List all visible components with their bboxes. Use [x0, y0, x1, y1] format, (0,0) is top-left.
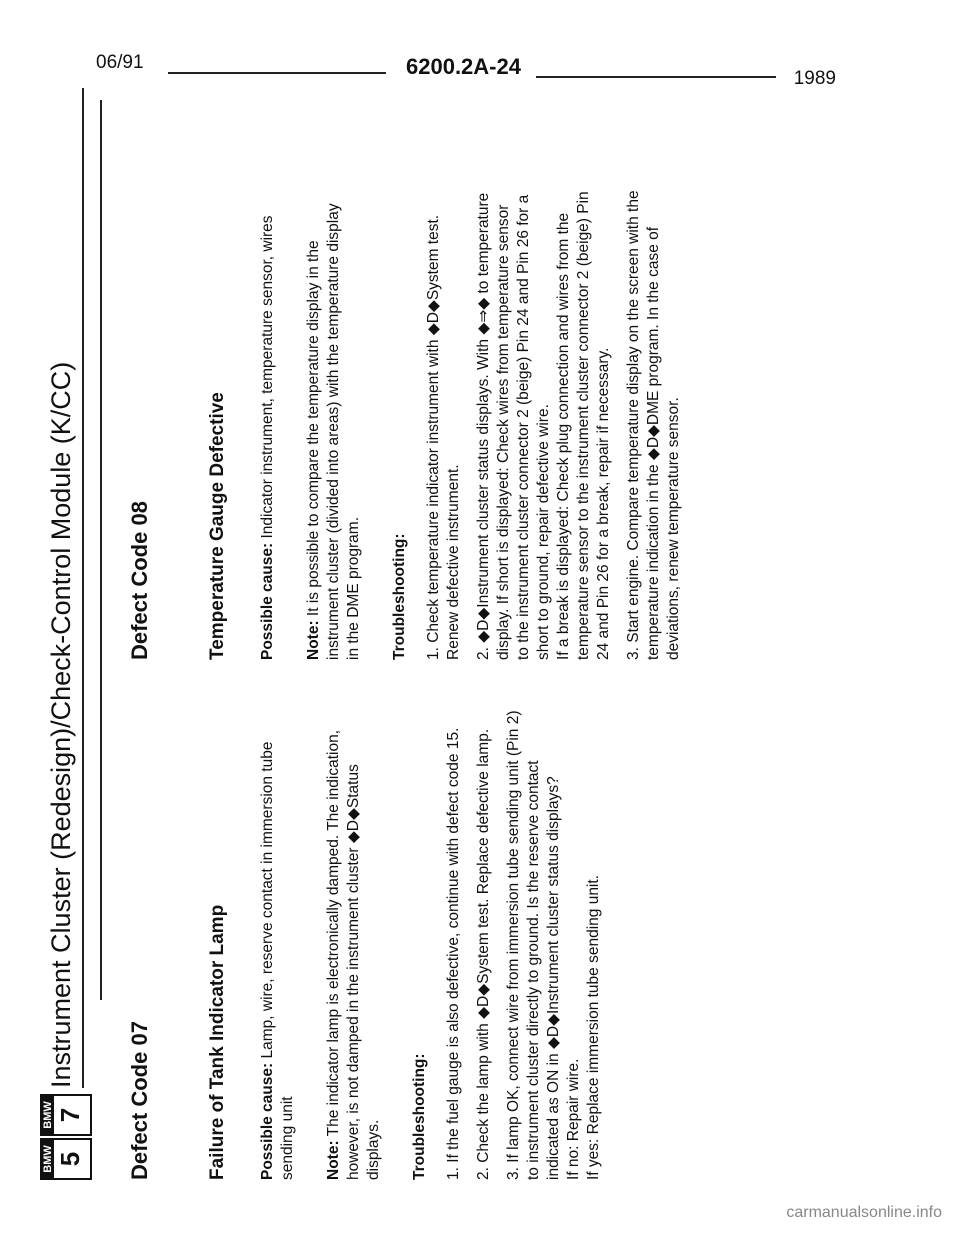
step-1: 1. If the fuel gauge is also defective, continue with defect code 15.: [445, 727, 462, 1180]
rotated-page-content: [40, 80, 682, 1180]
if-no: If no: Repair wire.: [565, 1058, 582, 1180]
document-reference: 6200.2A-24: [406, 54, 521, 79]
note-text: The indicator lamp is electronically damped. The indication, however, is not damped in the instrument cluster ◆D◆Status displays.: [325, 729, 382, 1180]
bmw-logo-left: [40, 1138, 92, 1180]
note: [304, 190, 364, 660]
logo-brand: BMW: [42, 1096, 54, 1134]
header-rule-right: [536, 76, 776, 78]
title-rule: [82, 88, 84, 1088]
defect-code-heading: Defect Code 07: [127, 1021, 152, 1180]
troubleshooting-heading: Troubleshooting:: [391, 533, 408, 660]
defect-code-heading: Defect Code 08: [127, 501, 152, 660]
possible-cause: [258, 710, 298, 1180]
logo-brand: BMW: [42, 1140, 54, 1178]
note-label: Note:: [325, 1140, 342, 1180]
defect-code-07-column: [127, 710, 604, 1180]
step-2-break: If a break is displayed: Check plug connection and wires from the temperature sensor to the instrument cluster connector 2 (beige) Pin 24 and Pin 26 for a break, repair if necessary.: [555, 191, 612, 660]
bmw-series-logo: [40, 1094, 92, 1180]
defect-code-08-column: [127, 190, 694, 660]
if-yes: If yes: Replace immersion tube sending unit.: [585, 875, 602, 1180]
troubleshooting-heading: Troubleshooting:: [411, 1053, 428, 1180]
footer-watermark: carmanualsonline.info: [786, 1204, 942, 1221]
step-1: 1. Check temperature indicator instrument with ◆D◆System test. Renew defective instrument.: [425, 214, 462, 660]
possible-cause: [258, 190, 278, 660]
logo-series-7: 7: [55, 1107, 85, 1123]
cause-text: Indicator instrument, temperature sensor, wires: [259, 215, 276, 539]
cause-text: Lamp, wire, reserve contact in immersion tube sending unit: [259, 741, 296, 1180]
step-3: 3. Start engine. Compare temperature display on the screen with the temperature indication in the ◆D◆DME program. In the case of deviations, renew temperature sensor.: [625, 190, 682, 660]
note-label: Note:: [305, 620, 322, 660]
header-year: 1989: [793, 68, 836, 89]
bmw-logo-right: [40, 1094, 92, 1136]
defect-title: Failure of Tank Indicator Lamp: [207, 904, 228, 1180]
step-3: 3. If lamp OK, connect wire from immersion tube sending unit (Pin 2) to instrument cluster directly to ground. Is the reserve contact indicated as ON in ◆D◆Instrument cluster status displays?: [505, 710, 562, 1180]
cause-label: Possible cause:: [259, 542, 276, 660]
note-text: It is possible to compare the temperature display in the instrument cluster (divided into areas) with the temperature display in the DME program.: [305, 203, 362, 660]
note: [324, 710, 384, 1180]
defect-title: Temperature Gauge Defective: [207, 392, 228, 660]
step-2: 2. Check the lamp with ◆D◆System test. Replace defective lamp.: [475, 728, 492, 1180]
logo-series-5: 5: [55, 1151, 85, 1167]
header-rule-left: [168, 72, 386, 74]
section-title: Instrument Cluster (Redesign)/Check-Control Module (K/CC): [46, 361, 76, 1088]
cause-label: Possible cause:: [259, 1062, 276, 1180]
header-date: 06/91: [96, 52, 144, 73]
step-2: 2. ◆D◆Instrument cluster status displays. With ◆⇒◆ to temperature display. If short is displayed: Check wires from temperature sensor to the instrument cluster connector 2 (beige) Pin 24 and Pin 26 for a short to ground, repair defective wire.: [475, 192, 552, 660]
